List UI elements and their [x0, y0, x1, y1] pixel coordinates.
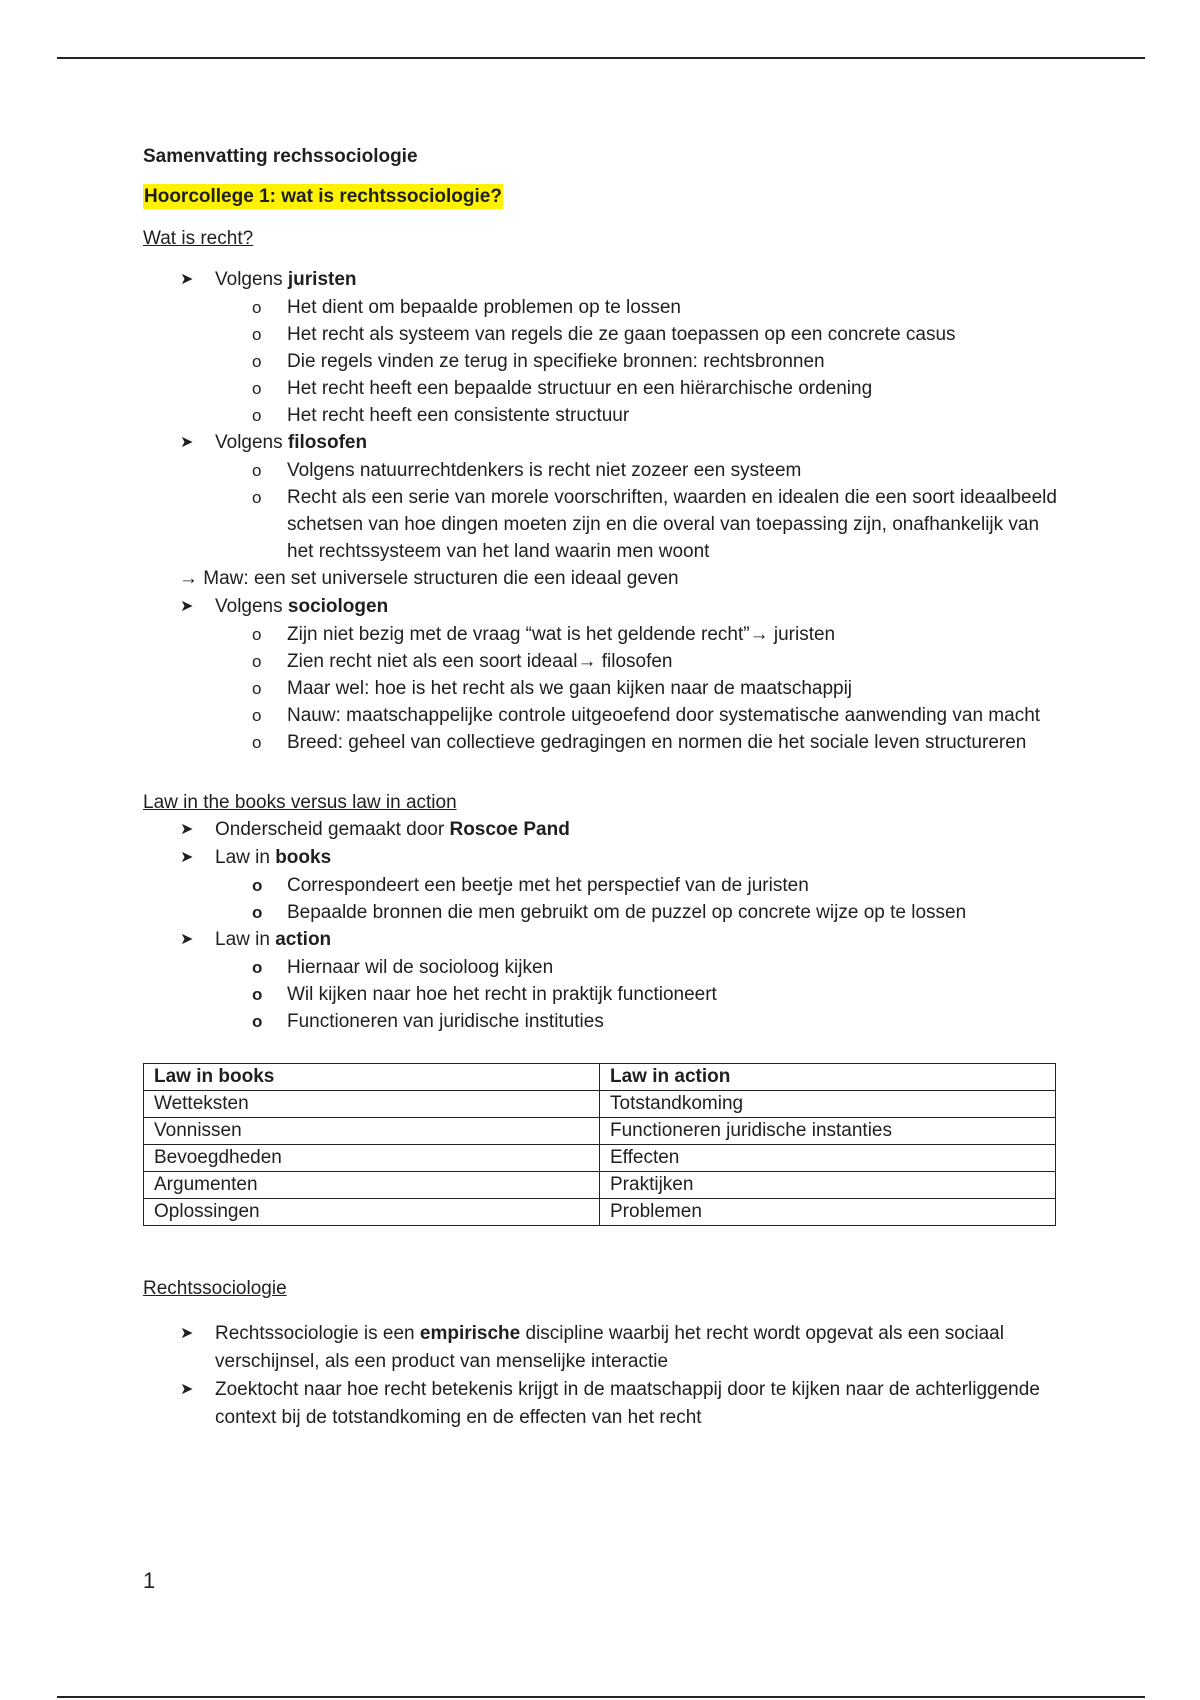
table-row: [144, 1172, 1056, 1199]
list-item-text: Breed: geheel van collectieve gedragingen en normen die het sociale leven structureren: [287, 732, 1027, 753]
list-item: [143, 1320, 1063, 1376]
section-title-wat-is-recht: Wat is recht?: [143, 228, 254, 249]
list-item: [143, 1376, 1063, 1432]
rechtssociologie-list: [143, 1320, 1063, 1432]
list-item-text: Het dient om bepaalde problemen op te lossen: [287, 297, 681, 318]
perspectives-list-continued: [143, 593, 1063, 756]
list-item: [215, 675, 1063, 702]
section-law-books-action: [143, 792, 1063, 1226]
arrow-bullet-icon: ➤: [180, 849, 194, 866]
table-row: [144, 1199, 1056, 1226]
list-item-text: Bepaalde bronnen die men gebruikt om de puzzel op concrete wijze op te lossen: [287, 902, 967, 923]
perspective-juristen: [143, 266, 1063, 429]
perspective-label: sociologen: [287, 596, 389, 617]
list-item-text: Maar wel: hoe is het recht als we gaan kijken naar de maatschappij: [287, 678, 853, 699]
list-item-text: Zoektocht naar hoe recht betekenis krijgt in de maatschappij door te kijken naar de achterliggende context bij de totstandkoming en de effecten van het recht: [215, 1379, 1040, 1428]
sociologen-items: [215, 621, 1063, 756]
circle-bullet-icon: o: [252, 406, 262, 425]
circle-bullet-icon: o: [252, 876, 263, 895]
juristen-items: [215, 294, 1063, 429]
list-item-text: Hiernaar wil de socioloog kijken: [287, 957, 554, 978]
list-item: [215, 1008, 1063, 1035]
perspective-prefix: Volgens: [215, 432, 288, 453]
law-in-action: [143, 926, 1063, 1035]
circle-bullet-icon: o: [252, 958, 263, 977]
table-cell: Totstandkoming: [600, 1091, 1056, 1118]
list-item: [215, 457, 1063, 484]
circle-bullet-icon: o: [252, 625, 262, 644]
lecture-heading-wrap: [143, 186, 1063, 208]
section-title-law-books-action: Law in the books versus law in action: [143, 792, 457, 813]
table-header-cell: Law in action: [600, 1064, 1056, 1091]
table-cell: Argumenten: [144, 1172, 600, 1199]
circle-bullet-icon: o: [252, 679, 262, 698]
law-list: [143, 816, 1063, 1035]
perspective-prefix: Volgens: [215, 596, 288, 617]
list-item-text: Volgens natuurrechtdenkers is recht niet zozeer een systeem: [287, 460, 802, 481]
list-item: [215, 981, 1063, 1008]
table-cell: Oplossingen: [144, 1199, 600, 1226]
spacer: [143, 776, 1063, 792]
circle-bullet-icon: o: [252, 985, 263, 1004]
list-item-text: Correspondeert een beetje met het perspectief van de juristen: [287, 875, 809, 896]
list-item-text: Recht als een serie van morele voorschriften, waarden en idealen die een soort ideaalbeeld schetsen van hoe dingen moeten zijn en die overal van toepassing zijn, onafhankelijk van het rechtssysteem van het land waarin men woont: [287, 487, 1057, 562]
circle-bullet-icon: o: [252, 379, 262, 398]
list-item-text: Zien recht niet als een soort ideaal→ filosofen: [287, 651, 673, 672]
circle-bullet-icon: o: [252, 706, 262, 725]
list-item: [215, 899, 1063, 926]
table-row: [144, 1145, 1056, 1172]
list-item-text: Rechtssociologie is een: [215, 1323, 420, 1344]
circle-bullet-icon: o: [252, 1012, 263, 1031]
perspective-filosofen: [143, 429, 1063, 565]
law-books-prefix: Law in: [215, 847, 276, 868]
list-item: [215, 375, 1063, 402]
table-row: [144, 1091, 1056, 1118]
table-cell: Functioneren juridische instanties: [600, 1118, 1056, 1145]
table-cell: Bevoegdheden: [144, 1145, 600, 1172]
header-rule: [57, 57, 1145, 59]
law-intro-prefix: Onderscheid gemaakt door: [215, 819, 450, 840]
list-item-text: discipline waarbij het recht wordt opgevat als een sociaal verschijnsel, als een product van menselijke interactie: [215, 1323, 1004, 1372]
law-books-label: books: [275, 847, 332, 868]
table-cell: Vonnissen: [144, 1118, 600, 1145]
arrow-bullet-icon: ➤: [180, 931, 194, 948]
circle-bullet-icon: o: [252, 733, 262, 752]
list-item: [215, 484, 1063, 565]
table-header-row: [144, 1064, 1056, 1091]
footer-rule: [57, 1696, 1145, 1698]
document-title: Samenvatting rechssociologie: [143, 146, 418, 167]
books-items: [215, 872, 1063, 926]
action-items: [215, 954, 1063, 1035]
list-item-text: Het recht heeft een bepaalde structuur en een hiërarchische ordening: [287, 378, 873, 399]
list-item-text: Zijn niet bezig met de vraag “wat is het geldende recht”→ juristen: [287, 624, 836, 645]
arrow-bullet-icon: ➤: [180, 1325, 194, 1342]
circle-bullet-icon: o: [252, 461, 262, 480]
circle-bullet-icon: o: [252, 298, 262, 317]
document-page: [143, 140, 1063, 1432]
list-item: [215, 872, 1063, 899]
law-in-books: [143, 844, 1063, 926]
perspectives-list: [143, 266, 1063, 565]
law-action-label: action: [275, 929, 332, 950]
list-item-emphasis: empirische: [419, 1323, 521, 1344]
arrow-bullet-icon: ➤: [180, 598, 194, 615]
list-item: [215, 729, 1063, 756]
list-item-text: Functioneren van juridische instituties: [287, 1011, 604, 1032]
list-item: [215, 954, 1063, 981]
arrow-bullet-icon: ➤: [180, 1381, 194, 1398]
list-item: [215, 348, 1063, 375]
section-title-rechtssociologie: Rechtssociologie: [143, 1278, 287, 1299]
list-item: [215, 294, 1063, 321]
list-item-text: Het recht heeft een consistente structuur: [287, 405, 630, 426]
filosofen-items: [215, 457, 1063, 565]
circle-bullet-icon: o: [252, 352, 262, 371]
list-item: [215, 648, 1063, 675]
circle-bullet-icon: o: [252, 325, 262, 344]
circle-bullet-icon: o: [252, 652, 262, 671]
comparison-table: [143, 1063, 1056, 1226]
filosofen-note: → Maw: een set universele structuren die een ideaal geven: [179, 568, 679, 589]
arrow-bullet-icon: ➤: [180, 271, 194, 288]
table-cell: Problemen: [600, 1199, 1056, 1226]
page-number: 1: [143, 1568, 156, 1593]
perspective-sociologen: [143, 593, 1063, 756]
arrow-bullet-icon: ➤: [180, 434, 194, 451]
law-intro-author: Roscoe Pand: [449, 819, 570, 840]
table-cell: Praktijken: [600, 1172, 1056, 1199]
list-item-text: Nauw: maatschappelijke controle uitgeoefend door systematische aanwending van macht: [287, 705, 1041, 726]
perspective-label: juristen: [287, 269, 357, 290]
list-item: [215, 702, 1063, 729]
table-cell: Effecten: [600, 1145, 1056, 1172]
perspective-prefix: Volgens: [215, 269, 288, 290]
law-action-prefix: Law in: [215, 929, 276, 950]
table-row: [144, 1118, 1056, 1145]
table-cell: Wetteksten: [144, 1091, 600, 1118]
list-item: [215, 321, 1063, 348]
lecture-heading: Hoorcollege 1: wat is rechtssociologie?: [144, 186, 502, 207]
list-item-text: Wil kijken naar hoe het recht in praktijk functioneert: [287, 984, 717, 1005]
list-item-text: Het recht als systeem van regels die ze gaan toepassen op een concrete casus: [287, 324, 956, 345]
list-item: [215, 621, 1063, 648]
arrow-bullet-icon: ➤: [180, 821, 194, 838]
law-intro: [143, 816, 1063, 844]
circle-bullet-icon: o: [252, 903, 263, 922]
circle-bullet-icon: o: [252, 488, 262, 507]
section-rechtssociologie: [143, 1278, 1063, 1432]
table-header-cell: Law in books: [144, 1064, 600, 1091]
list-item-text: Die regels vinden ze terug in specifieke bronnen: rechtsbronnen: [287, 351, 825, 372]
list-item: [215, 402, 1063, 429]
section-wat-is-recht: [143, 228, 1063, 756]
perspective-label: filosofen: [287, 432, 368, 453]
